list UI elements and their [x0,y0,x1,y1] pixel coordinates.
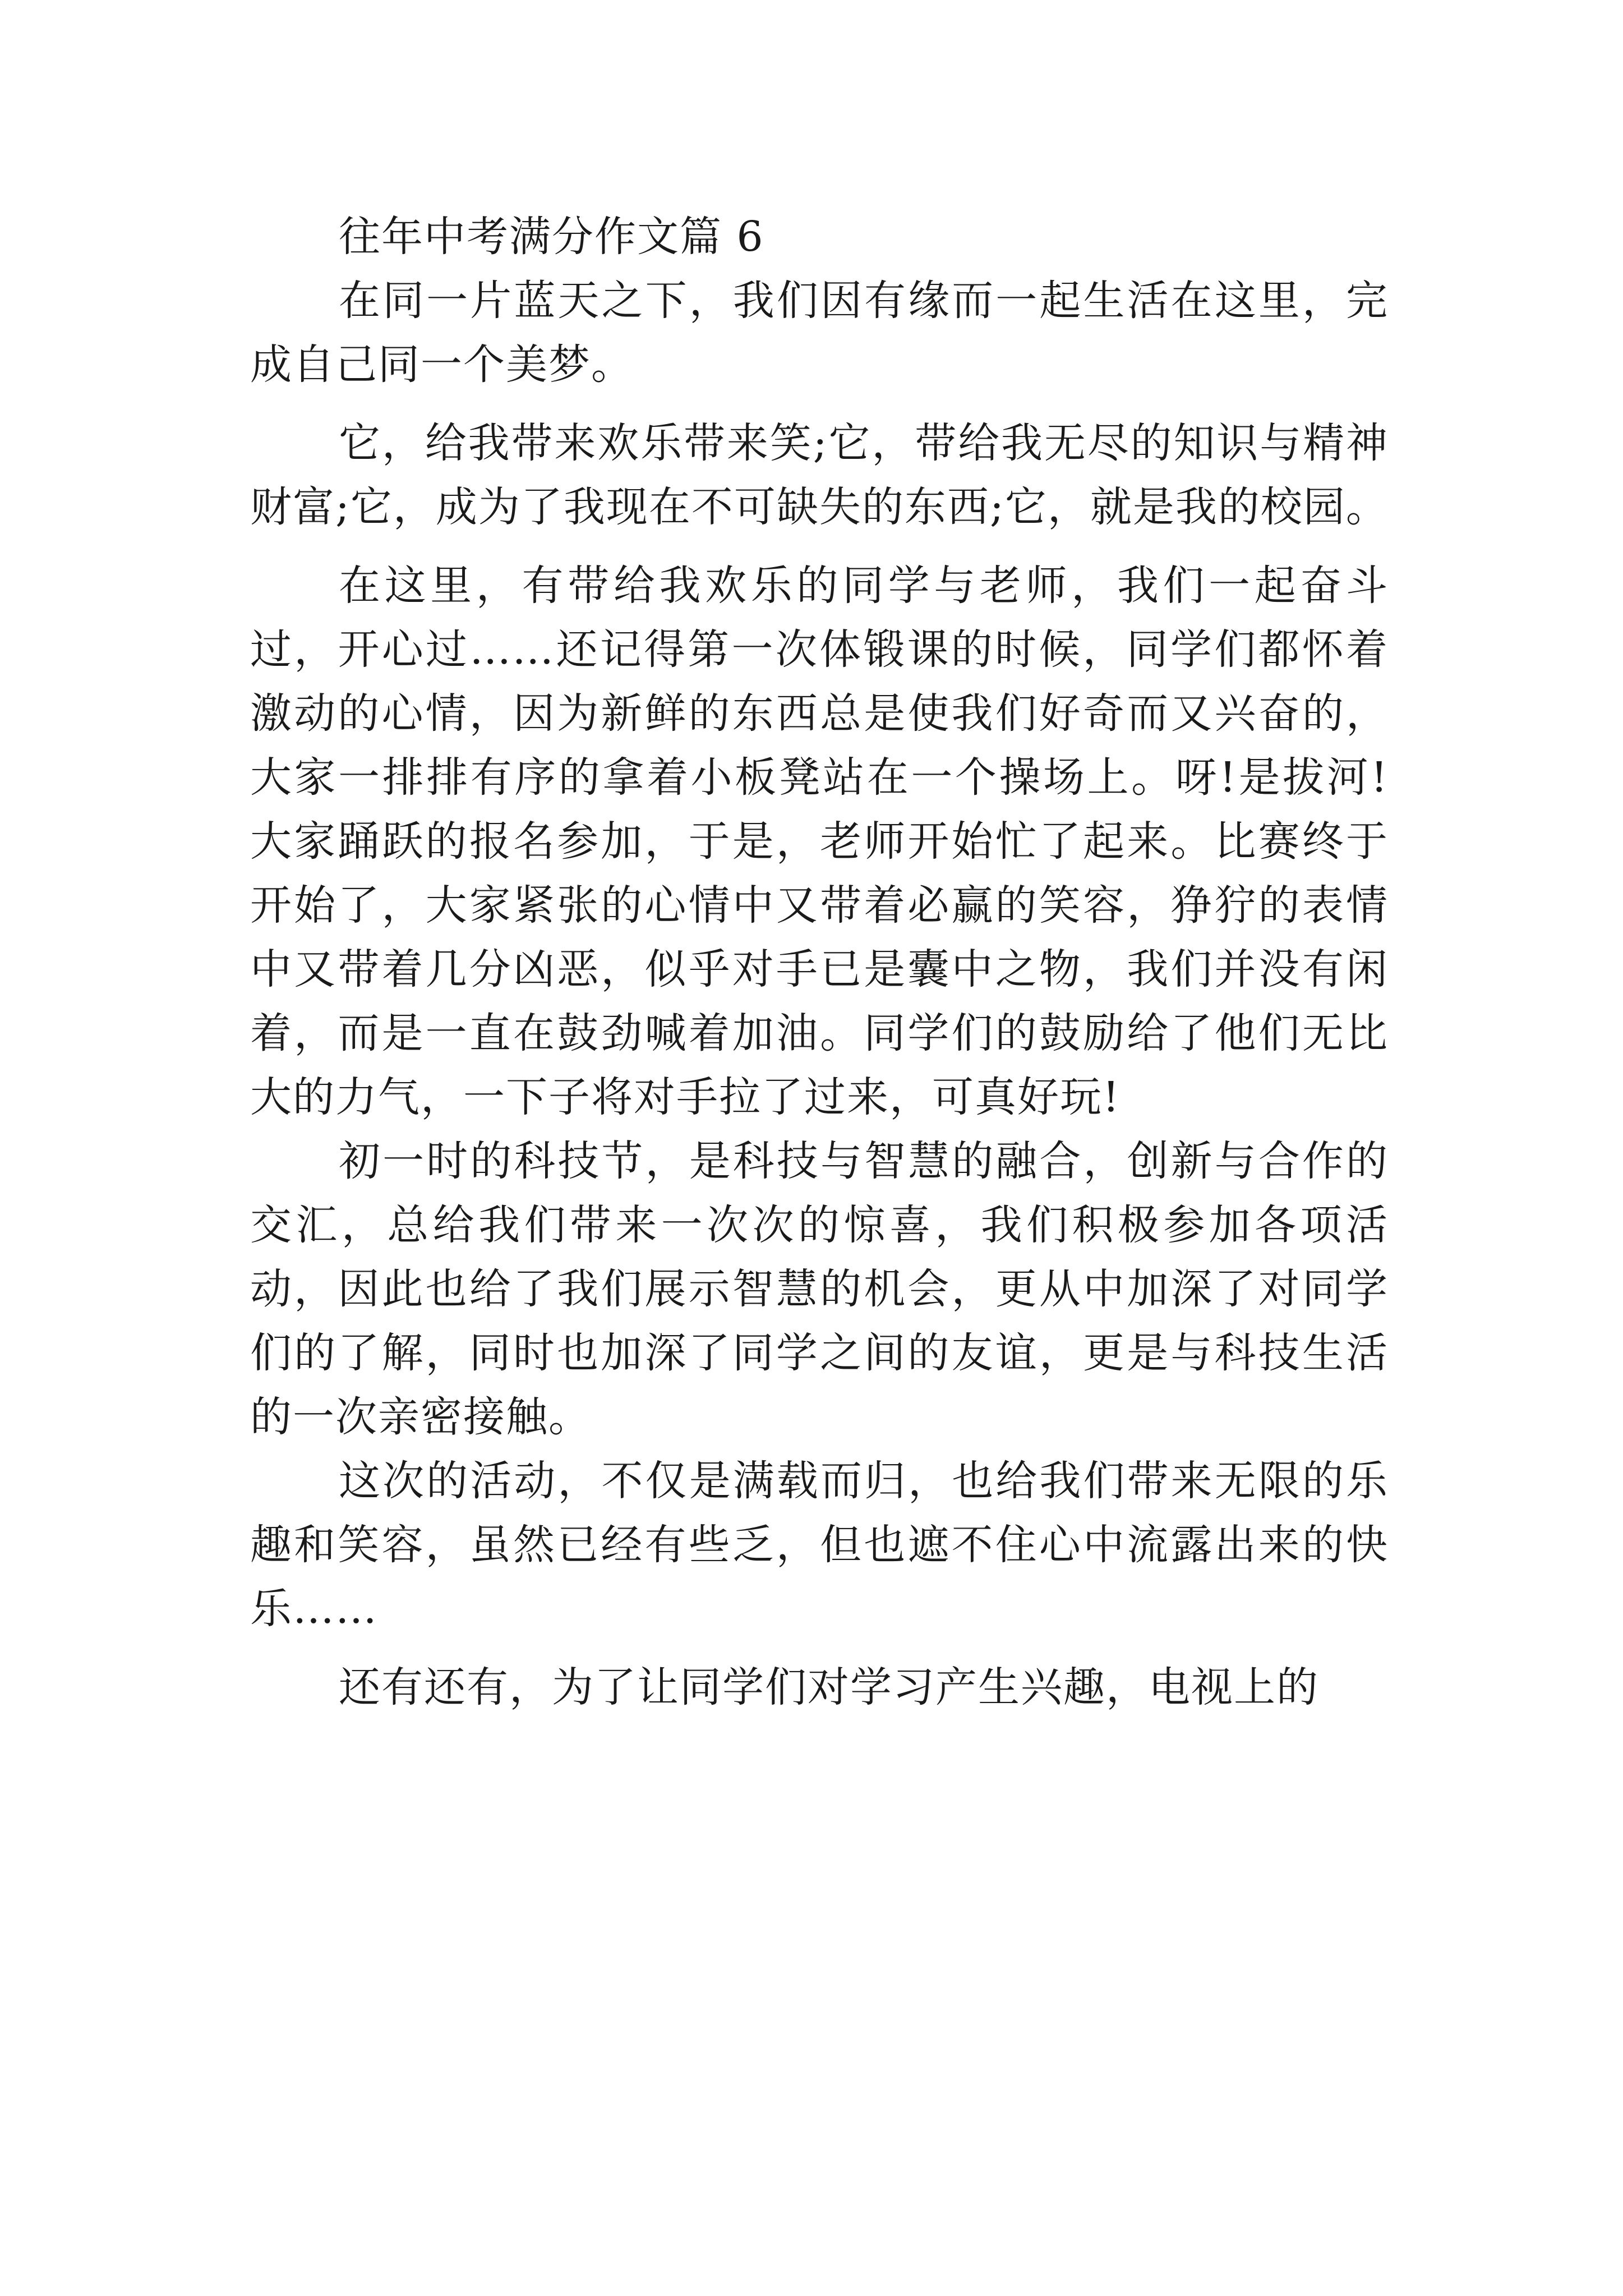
paragraph-1: 在同一片蓝天之下，我们因有缘而一起生活在这里，完成自己同一个美梦。 [250,277,1389,389]
document-title: 往年中考满分作文篇 6 [339,213,764,261]
paragraph-2: 它，给我带来欢乐带来笑;它，带给我无尽的知识与精神财富;它，成为了我现在不可缺失的东西;它，就是我的校园。 [250,419,1389,531]
paragraph-4: 初一时的科技节，是科技与智慧的融合，创新与合作的交汇，总给我们带来一次次的惊喜，我们积极参加各项活动，因此也给了我们展示智慧的机会，更从中加深了对同学们的了解，同时也加深了同学之间的友谊，更是与科技生活的一次亲密接触。 [250,1137,1389,1441]
document-body [250,205,1389,1719]
paragraph-5: 这次的活动，不仅是满载而归，也给我们带来无限的乐趣和笑容，虽然已经有些乏，但也遮不住心中流露出来的快乐…… [250,1457,1389,1633]
paragraph-6: 还有还有，为了让同学们对学习产生兴趣，电视上的 [339,1663,1319,1711]
paragraph-3: 在这里，有带给我欢乐的同学与老师，我们一起奋斗过，开心过……还记得第一次体锻课的时候，同学们都怀着激动的心情，因为新鲜的东西总是使我们好奇而又兴奋的，大家一排排有序的拿着小板凳站在一个操场上。呀!是拔河!大家踊跃的报名参加，于是，老师开始忙了起来。比赛终于开始了，大家紧张的心情中又带着必赢的笑容，狰狞的表情中又带着几分凶恶，似乎对手已是囊中之物，我们并没有闲着，而是一直在鼓劲喊着加油。同学们的鼓励给了他们无比大的力气，一下子将对手拉了过来，可真好玩! [250,562,1389,1121]
